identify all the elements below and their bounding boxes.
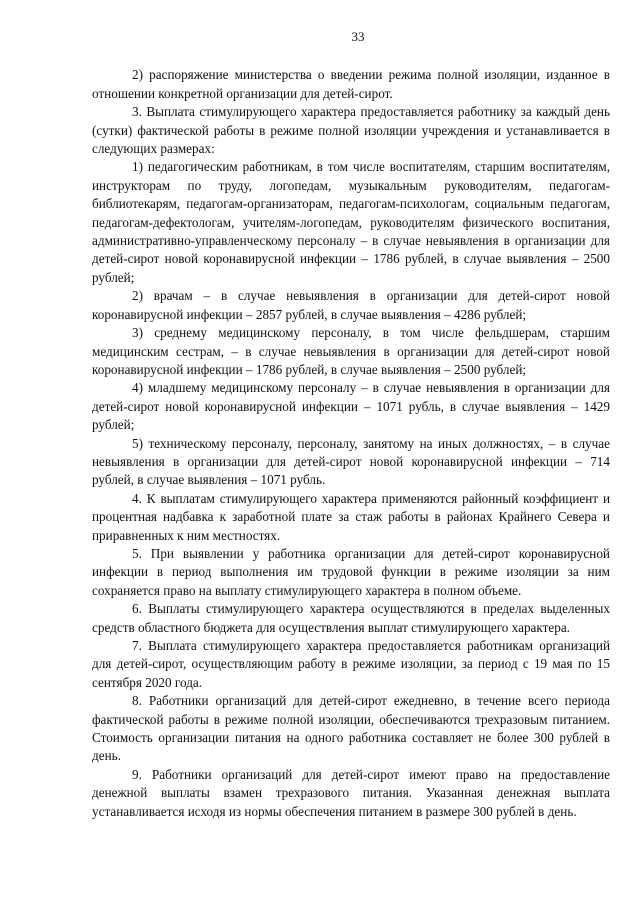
paragraph-6-budget: 6. Выплаты стимулирующего характера осуществляются в пределах выделенных средств областного бюджета для осуществления выплат стимулирующего характера. xyxy=(92,601,610,635)
paragraph-3-2-doctors: 2) врачам – в случае невыявления в организации для детей-сирот новой коронавирусной инфекции – 2857 рублей, в случае выявления – 4286 рублей; xyxy=(92,288,610,322)
paragraph-3-3-medical-staff: 3) среднему медицинскому персоналу, в том числе фельдшерам, старшим медицинским сестрам, – в случае невыявления в организации для детей-сирот новой коронавирусной инфекции – 1786 рублей, в случае выявления – 2500 рублей; xyxy=(92,325,610,377)
paragraph-4-coefficient: 4. К выплатам стимулирующего характера применяются районный коэффициент и процентная надбавка к заработной плате за стаж работы в районах Крайнего Севера и приравненных к ним местностях. xyxy=(92,490,610,543)
paragraph-3-1-teachers: 1) педагогическим работникам, в том числе воспитателям, старшим воспитателям, инструкторам по труду, логопедам, музыкальным руководителям, педагогам-библиотекарям, педагогам-организаторам, педагогам-психологам, социальным педагогам, педагогам-дефектологам, учителям-логопедам, руководителям физического воспитания, административно-управленческому персоналу – в случае невыявления в организации для детей-сирот новой коронавирусной инфекции – 1786 рублей, в случае выявления – 2500 рублей; xyxy=(92,159,610,285)
page-number: 33 xyxy=(351,29,365,44)
document-page xyxy=(92,28,610,821)
paragraph-3-4-junior-medical: 4) младшему медицинскому персоналу – в случае невыявления в организации для детей-сирот новой коронавирусной инфекции – 1071 рубль, в случае выявления – 1429 рублей; xyxy=(92,380,610,433)
paragraph-item-2-order: 2) распоряжение министерства о введении режима полной изоляции, изданное в отношении конкретной организации для детей-сирот. xyxy=(92,67,610,101)
paragraph-3-payment: 3. Выплата стимулирующего характера предоставляется работнику за каждый день (сутки) фактической работы в режиме полной изоляции учреждения и устанавливается в следующих размерах: xyxy=(92,104,610,157)
paragraph-3-5-technical: 5) техническому персоналу, персоналу, занятому на иных должностях, – в случае невыявления в организации для детей-сирот новой коронавирусной инфекции – 714 рублей, в случае выявления – 1071 рубль. xyxy=(92,435,610,488)
paragraph-7-period: 7. Выплата стимулирующего характера предоставляется работникам организаций для детей-сирот, осуществляющим работу в режиме изоляции, за период с 19 мая по 15 сентября 2020 года. xyxy=(92,638,610,690)
paragraph-8-meals: 8. Работники организаций для детей-сирот ежедневно, в течение всего периода фактической работы в режиме полной изоляции, обеспечиваются трехразовым питанием. Стоимость организации питания на одного работника составляет не более 300 рублей в день. xyxy=(92,693,610,764)
paragraph-5-infection: 5. При выявлении у работника организации для детей-сирот коронавирусной инфекции в период выполнения им трудовой функции в режиме изоляции за ним сохраняется право на выплату стимулирующего характера в полном объеме. xyxy=(92,545,610,598)
paragraph-9-meal-compensation: 9. Работники организаций для детей-сирот имеют право на предоставление денежной выплаты взамен трехразового питания. Указанная денежная выплата устанавливается исходя из нормы обеспечения питанием в размере 300 рублей в день. xyxy=(92,766,610,819)
